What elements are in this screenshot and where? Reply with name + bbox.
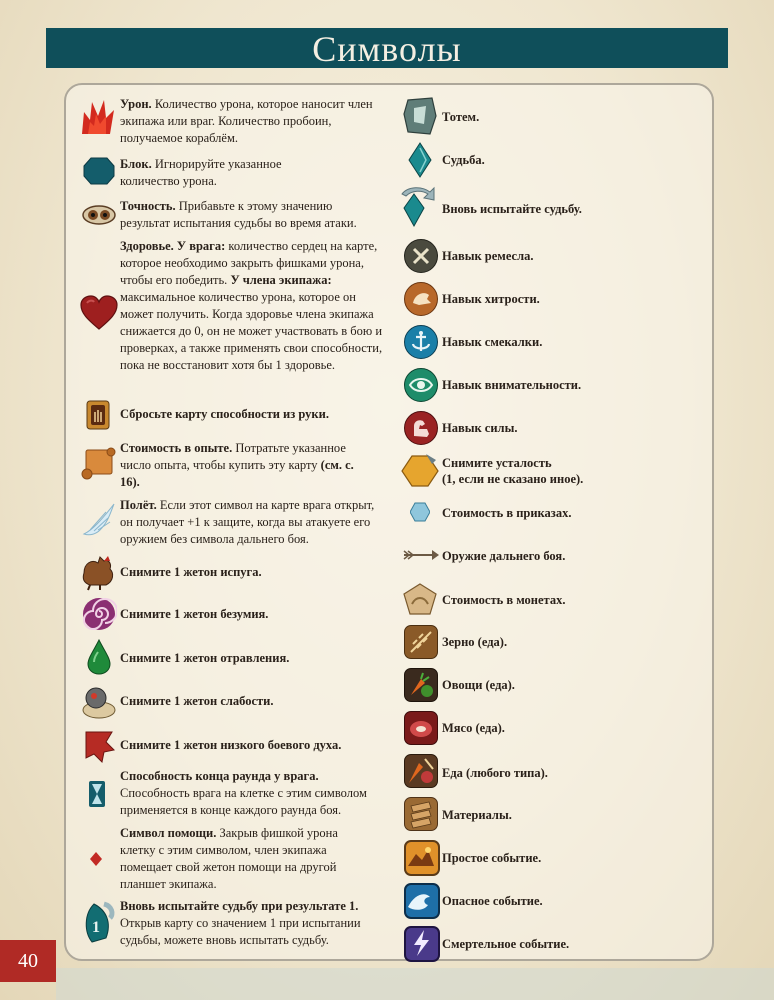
discard-text: Сбросьте карту способности из руки. xyxy=(120,407,329,421)
arrow-icon xyxy=(402,548,440,562)
round-end-text: Способность врага на клетке с этим символом применяется в конце каждого раунда боя. xyxy=(120,786,367,817)
page-title: Символы xyxy=(46,28,728,68)
wits-skill-icon xyxy=(404,325,438,359)
wits-skill-label: Навык смекалки. xyxy=(442,335,543,349)
accuracy-text: Прибавьте к этому значению результат испытания судьбы во время атаки. xyxy=(120,199,357,230)
rooster-icon xyxy=(78,553,118,591)
simple-event-icon xyxy=(404,840,440,876)
reroll-one-numeral: 1 xyxy=(92,919,100,936)
spiral-icon xyxy=(81,596,117,632)
accuracy-term: Точность. xyxy=(120,199,176,213)
eye-glyph xyxy=(405,369,437,401)
meat-glyph xyxy=(405,712,437,744)
craft-skill-glyph xyxy=(405,240,437,272)
reroll-one-icon xyxy=(76,900,116,946)
accuracy-icon xyxy=(81,204,117,226)
discard-card-icon xyxy=(86,400,110,430)
block-icon xyxy=(83,156,115,186)
round-end-entry xyxy=(120,768,390,819)
damage-text: Количество урона, которое наносит член экипажа или враг. Количество пробоин, получаемое кораблём. xyxy=(120,97,373,145)
reroll-label: Вновь испытайте судьбу. xyxy=(442,202,582,216)
simple-event-glyph xyxy=(406,842,436,872)
reroll-one-entry xyxy=(120,898,390,949)
health-term: Здоровье. xyxy=(120,239,174,253)
page-number: 40 xyxy=(0,940,56,982)
simple-event-label: Простое событие. xyxy=(442,851,542,865)
grain-label: Зерно (еда). xyxy=(442,635,508,649)
round-end-term: Способность конца раунда у врага. xyxy=(120,769,319,783)
assist-diamond-icon xyxy=(90,852,102,866)
ranged-weapon-label: Оружие дальнего боя. xyxy=(442,549,566,563)
assist-text: Закрыв фишкой урона клетку с этим символом, член экипажа помещает свой жетон помощи на другой планшет экипажа. xyxy=(120,826,338,891)
fear-text: Снимите 1 жетон испуга. xyxy=(120,565,262,579)
damage-entry xyxy=(120,96,395,147)
craft-skill-label: Навык ремесла. xyxy=(442,249,534,263)
perception-skill-icon xyxy=(404,368,438,402)
bottom-band xyxy=(56,968,774,1000)
damage-icon xyxy=(80,98,116,136)
wave-glyph xyxy=(406,885,436,915)
vegetables-glyph xyxy=(405,669,437,701)
coins-cost-label: Стоимость в монетах. xyxy=(442,593,566,607)
fate-icon xyxy=(408,142,432,178)
discard-entry xyxy=(120,406,390,423)
wing-icon xyxy=(80,500,118,538)
flight-term: Полёт. xyxy=(120,498,157,512)
meat-icon xyxy=(404,711,438,745)
vegetables-icon xyxy=(404,668,438,702)
madness-text: Снимите 1 жетон безумия. xyxy=(120,607,269,621)
craft-skill-icon xyxy=(404,239,438,273)
poison-entry xyxy=(120,650,380,667)
grain-icon xyxy=(404,625,438,659)
xp-cost-entry xyxy=(120,440,375,491)
hourglass-icon xyxy=(88,780,106,808)
cunning-skill-icon xyxy=(404,282,438,316)
dangerous-event-icon xyxy=(404,883,440,919)
reroll-one-term: Вновь испытайте судьбу при результате 1. xyxy=(120,899,359,913)
meat-label: Мясо (еда). xyxy=(442,721,505,735)
perception-skill-label: Навык внимательности. xyxy=(442,378,582,392)
health-enemy-term: У врага: xyxy=(176,239,226,253)
health-crew-term: У члена экипажа: xyxy=(230,273,332,287)
totem-label: Тотем. xyxy=(442,110,480,124)
weakness-icon xyxy=(80,684,118,720)
any-food-label: Еда (любого типа). xyxy=(442,766,548,780)
lightning-glyph xyxy=(406,928,436,958)
fatigue-icon xyxy=(400,452,440,490)
assist-entry xyxy=(120,825,370,893)
orders-cost-label: Стоимость в приказах. xyxy=(442,506,572,520)
health-enemy-text: количество сердец на карте, которое необходимо закрыть фишками урона, чтобы его победить. xyxy=(120,239,378,287)
xp-cost-ref: (см. с. 16). xyxy=(120,458,354,489)
block-text: Игнорируйте указанное количество урона. xyxy=(120,157,282,188)
fatigue-title: Снимите усталость xyxy=(442,456,552,470)
vegetables-label: Овощи (еда). xyxy=(442,678,515,692)
scroll-icon xyxy=(80,446,116,482)
weakness-entry xyxy=(120,693,380,710)
totem-icon xyxy=(402,96,438,136)
cunning-skill-label: Навык хитрости. xyxy=(442,292,540,306)
damage-term: Урон. xyxy=(120,97,152,111)
reroll-icon xyxy=(396,184,440,228)
cunning-skill-glyph xyxy=(405,283,437,315)
fatigue-label xyxy=(442,455,583,487)
any-food-icon xyxy=(404,754,438,788)
flight-entry xyxy=(120,497,390,548)
flight-text: Если этот символ на карте врага открыт, он получает +1 к защите, когда вы атакуете его оружием без символа дальнего боя. xyxy=(120,498,375,546)
fatigue-note: (1, если не сказано иное). xyxy=(442,472,584,486)
reroll-one-text: Открыв карту со значением 1 при испытании судьбы, можете вновь испытать судьбу. xyxy=(120,916,361,947)
assist-term: Символ помощи. xyxy=(120,826,217,840)
xp-cost-text: Потратьте указанное число опыта, чтобы купить эту карту xyxy=(120,441,346,472)
deadly-event-icon xyxy=(404,926,440,962)
poison-drop-icon xyxy=(86,638,112,676)
coin-icon xyxy=(402,582,438,616)
strength-skill-label: Навык силы. xyxy=(442,421,518,435)
accuracy-entry xyxy=(120,198,375,232)
morale-entry xyxy=(120,737,390,754)
orders-cost-icon xyxy=(410,502,430,522)
morale-text: Снимите 1 жетон низкого боевого духа. xyxy=(120,738,342,752)
anchor-glyph xyxy=(405,326,437,358)
fate-label: Судьба. xyxy=(442,153,485,167)
poison-text: Снимите 1 жетон отравления. xyxy=(120,651,290,665)
morale-flag-icon xyxy=(82,728,118,764)
health-entry xyxy=(120,238,390,374)
planks-glyph xyxy=(405,798,437,830)
block-term: Блок. xyxy=(120,157,152,171)
health-crew-text: максимальное количество урона, которое он может получить. Когда здоровье члена экипажа снижается до 0, он не может участвовать в бою и проверках, а также применять свои способности, пока не восстановит хотя бы 1 здоровье. xyxy=(120,290,383,372)
heart-icon xyxy=(79,295,119,331)
madness-entry xyxy=(120,606,380,623)
strength-skill-icon xyxy=(404,411,438,445)
grain-glyph xyxy=(405,626,437,658)
materials-label: Материалы. xyxy=(442,808,512,822)
block-entry xyxy=(120,156,320,190)
arm-glyph xyxy=(405,412,437,444)
fear-entry xyxy=(120,564,380,581)
weakness-text: Снимите 1 жетон слабости. xyxy=(120,694,274,708)
xp-cost-term: Стоимость в опыте. xyxy=(120,441,233,455)
materials-icon xyxy=(404,797,438,831)
any-food-glyph xyxy=(405,755,437,787)
deadly-event-label: Смертельное событие. xyxy=(442,937,570,951)
dangerous-event-label: Опасное событие. xyxy=(442,894,543,908)
